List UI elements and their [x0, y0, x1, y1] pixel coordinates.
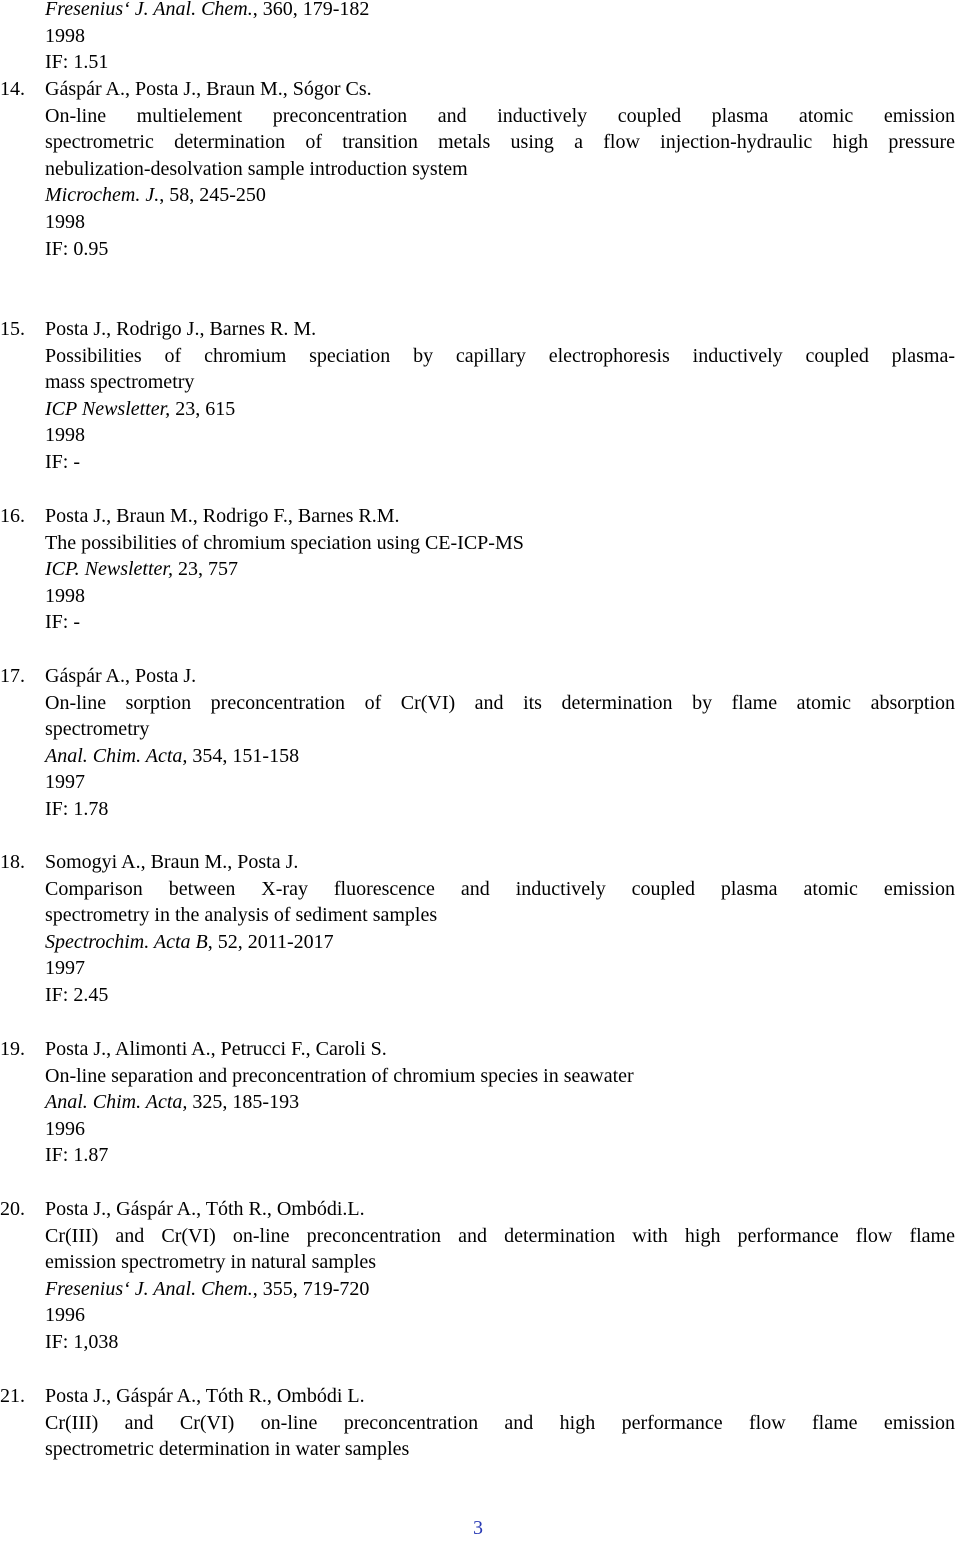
journal-citation: [45, 1276, 955, 1303]
entry-number: 21.: [0, 1385, 25, 1407]
entry-title-line: Comparison between X-ray fluorescence and inductively coupled plasma atomic emission: [45, 877, 955, 900]
journal-name: Anal. Chim. Acta,: [45, 1091, 188, 1114]
entry-title-line: spectrometric determination of transition metals using a flow injection-hydraulic high pressure: [45, 131, 955, 154]
publication-year: 1998: [45, 424, 85, 447]
entry-title-line: On-line separation and preconcentration of chromium species in seawater: [45, 1064, 634, 1087]
publication-entry: [0, 76, 956, 262]
entry-title-line: nebulization-desolvation sample introduction system: [45, 157, 468, 180]
entry-authors: Gáspár A., Posta J., Braun M., Sógor Cs.: [45, 78, 372, 100]
impact-factor: IF: 1.78: [45, 797, 109, 820]
entry-number: 19.: [0, 1038, 25, 1060]
continued-entry-fragment: [45, 0, 955, 76]
publication-year: 1997: [45, 957, 85, 980]
entry-number: 17.: [0, 665, 25, 687]
entry-number: 20.: [0, 1198, 25, 1220]
entry-number: 18.: [0, 851, 25, 873]
entry-title-line: spectrometric determination in water samples: [45, 1438, 410, 1461]
impact-factor: IF: 1.87: [45, 1144, 109, 1167]
journal-name: Fresenius‘ J. Anal. Chem.: [45, 0, 253, 20]
publication-year: 1998: [45, 24, 85, 47]
entry-title-line: Cr(III) and Cr(VI) on-line preconcentration and determination with high performance flow flame: [45, 1224, 955, 1247]
journal-citation: [45, 929, 955, 956]
impact-factor: IF: 1,038: [45, 1330, 119, 1353]
publication-year: 1996: [45, 1304, 85, 1327]
publication-entry: [0, 1196, 956, 1356]
entry-authors: Posta J., Rodrigo J., Barnes R. M.: [45, 318, 317, 340]
citation-details: , 58, 245-250: [159, 184, 266, 207]
entry-title-line: spectrometry in the analysis of sediment samples: [45, 904, 438, 927]
publication-year: 1998: [45, 584, 85, 607]
citation-details: 354, 151-158: [187, 744, 300, 767]
entry-authors: Somogyi A., Braun M., Posta J.: [45, 851, 299, 873]
publication-entry: [0, 663, 956, 823]
citation-details: , 360, 179-182: [252, 0, 370, 20]
entry-authors: Posta J., Braun M., Rodrigo F., Barnes R.M.: [45, 505, 400, 527]
citation-details: , 52, 2011-2017: [207, 930, 334, 953]
citation-details: , 355, 719-720: [252, 1277, 370, 1300]
entry-number: 14.: [0, 78, 25, 100]
entry-authors: Gáspár A., Posta J.: [45, 665, 197, 687]
entry-title-line: The possibilities of chromium speciation using CE-ICP-MS: [45, 531, 524, 554]
citation-details: 23, 615: [170, 397, 236, 420]
publication-year: 1998: [45, 210, 85, 233]
impact-factor: IF: -: [45, 611, 80, 634]
journal-name: ICP Newsletter,: [45, 397, 171, 420]
impact-factor: IF: 0.95: [45, 237, 109, 260]
entry-title-line: mass spectrometry: [45, 371, 195, 394]
entry-authors: Posta J., Gáspár A., Tóth R., Ombódi L.: [45, 1385, 365, 1407]
entry-title-line: emission spectrometry in natural samples: [45, 1251, 377, 1274]
journal-name: Anal. Chim. Acta,: [45, 744, 188, 767]
entry-number: 15.: [0, 318, 25, 340]
entry-title-line: spectrometry: [45, 718, 150, 741]
journal-citation: [45, 743, 955, 770]
publication-year: 1997: [45, 771, 85, 794]
journal-name: ICP. Newsletter,: [45, 558, 173, 581]
citation-details: 325, 185-193: [187, 1091, 300, 1114]
journal-citation: [45, 1089, 955, 1116]
entry-title-line: On-line multielement preconcentration and inductively coupled plasma atomic emission: [45, 104, 955, 127]
journal-citation: [45, 182, 955, 209]
citation-details: 23, 757: [172, 558, 238, 581]
publication-entry: [0, 1036, 956, 1169]
entry-authors: Posta J., Alimonti A., Petrucci F., Caroli S.: [45, 1038, 387, 1060]
publication-entry: [0, 1383, 956, 1463]
entry-title-line: On-line sorption preconcentration of Cr(VI) and its determination by flame atomic absorption: [45, 691, 955, 714]
page-number: 3: [473, 1517, 483, 1539]
entry-number: 16.: [0, 505, 25, 527]
impact-factor: IF: -: [45, 450, 80, 473]
publication-entry: [0, 503, 956, 636]
impact-factor: IF: 1.51: [45, 51, 109, 74]
journal-name: Spectrochim. Acta B: [45, 930, 208, 953]
publication-year: 1996: [45, 1117, 85, 1140]
publication-entry: [0, 316, 956, 476]
entry-title-line: Cr(III) and Cr(VI) on-line preconcentration and high performance flow flame emission: [45, 1411, 955, 1434]
publication-entry: [0, 849, 956, 1009]
journal-citation: [45, 396, 955, 423]
journal-citation: [45, 0, 955, 23]
journal-name: Microchem. J.: [45, 184, 160, 207]
entry-authors: Posta J., Gáspár A., Tóth R., Ombódi.L.: [45, 1198, 365, 1220]
impact-factor: IF: 2.45: [45, 983, 109, 1006]
journal-name: Fresenius‘ J. Anal. Chem.: [45, 1277, 253, 1300]
journal-citation: [45, 556, 955, 583]
entry-title-line: Possibilities of chromium speciation by capillary electrophoresis inductively coupled plasma-: [45, 344, 955, 367]
